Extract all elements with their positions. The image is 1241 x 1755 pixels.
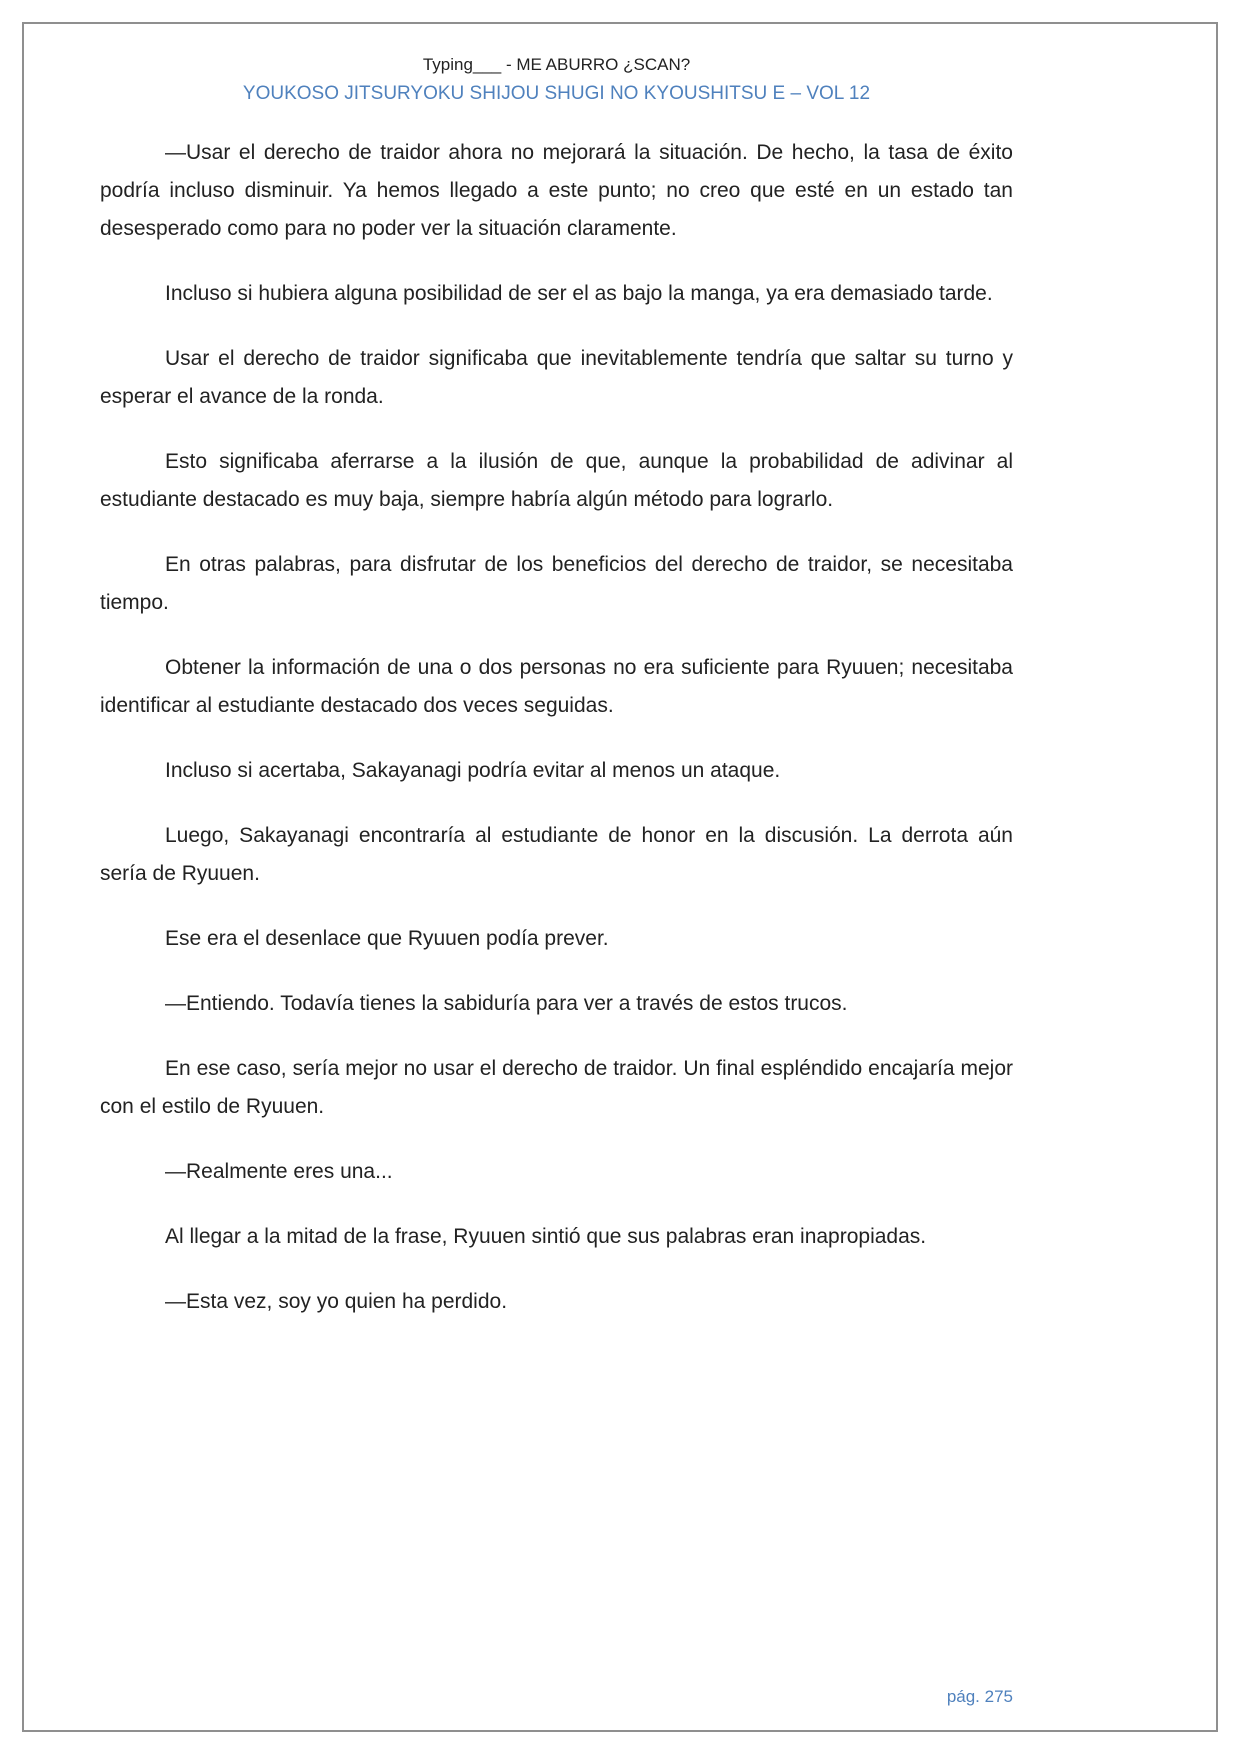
page-content bbox=[100, 54, 1013, 1321]
page-number: pág. 275 bbox=[946, 1687, 1013, 1706]
paragraph: Usar el derecho de traidor significaba que inevitablemente tendría que saltar su turno y esperar el avance de la ronda. bbox=[100, 347, 1013, 408]
paragraph: Incluso si hubiera alguna posibilidad de ser el as bajo la manga, ya era demasiado tarde. bbox=[165, 282, 993, 305]
paragraph: Al llegar a la mitad de la frase, Ryuuen sintió que sus palabras eran inapropiadas. bbox=[165, 1225, 927, 1248]
paragraph: En otras palabras, para disfrutar de los beneficios del derecho de traidor, se necesitaba tiempo. bbox=[100, 553, 1013, 614]
paragraph: Luego, Sakayanagi encontraría al estudiante de honor en la discusión. La derrota aún sería de Ryuuen. bbox=[100, 824, 1013, 885]
paragraph: —Entiendo. Todavía tienes la sabiduría para ver a través de estos trucos. bbox=[165, 992, 848, 1015]
paragraph: Ese era el desenlace que Ryuuen podía prever. bbox=[165, 927, 609, 950]
paragraph: —Esta vez, soy yo quien ha perdido. bbox=[165, 1290, 508, 1313]
paragraph: Esto significaba aferrarse a la ilusión de que, aunque la probabilidad de adivinar al estudiante destacado es muy baja, siempre habría algún método para lograrlo. bbox=[100, 450, 1013, 511]
header-scan-credit: Typing___ - ME ABURRO ¿SCAN? bbox=[422, 55, 691, 74]
paragraph: En ese caso, sería mejor no usar el derecho de traidor. Un final espléndido encajaría mejor con el estilo de Ryuuen. bbox=[100, 1057, 1013, 1118]
paragraph: Incluso si acertaba, Sakayanagi podría evitar al menos un ataque. bbox=[165, 759, 781, 782]
body-paragraphs bbox=[100, 134, 1013, 1321]
paragraph: —Realmente eres una... bbox=[165, 1160, 393, 1183]
paragraph: —Usar el derecho de traidor ahora no mejorará la situación. De hecho, la tasa de éxito podría incluso disminuir. Ya hemos llegado a este punto; no creo que esté en un estado tan desesperado como para no poder ver la situación claramente. bbox=[100, 141, 1013, 240]
paragraph: Obtener la información de una o dos personas no era suficiente para Ryuuen; necesitaba identificar al estudiante destacado dos veces seguidas. bbox=[100, 656, 1013, 717]
header-volume-title: YOUKOSO JITSURYOKU SHIJOU SHUGI NO KYOUSHITSU E – VOL 12 bbox=[242, 83, 871, 104]
